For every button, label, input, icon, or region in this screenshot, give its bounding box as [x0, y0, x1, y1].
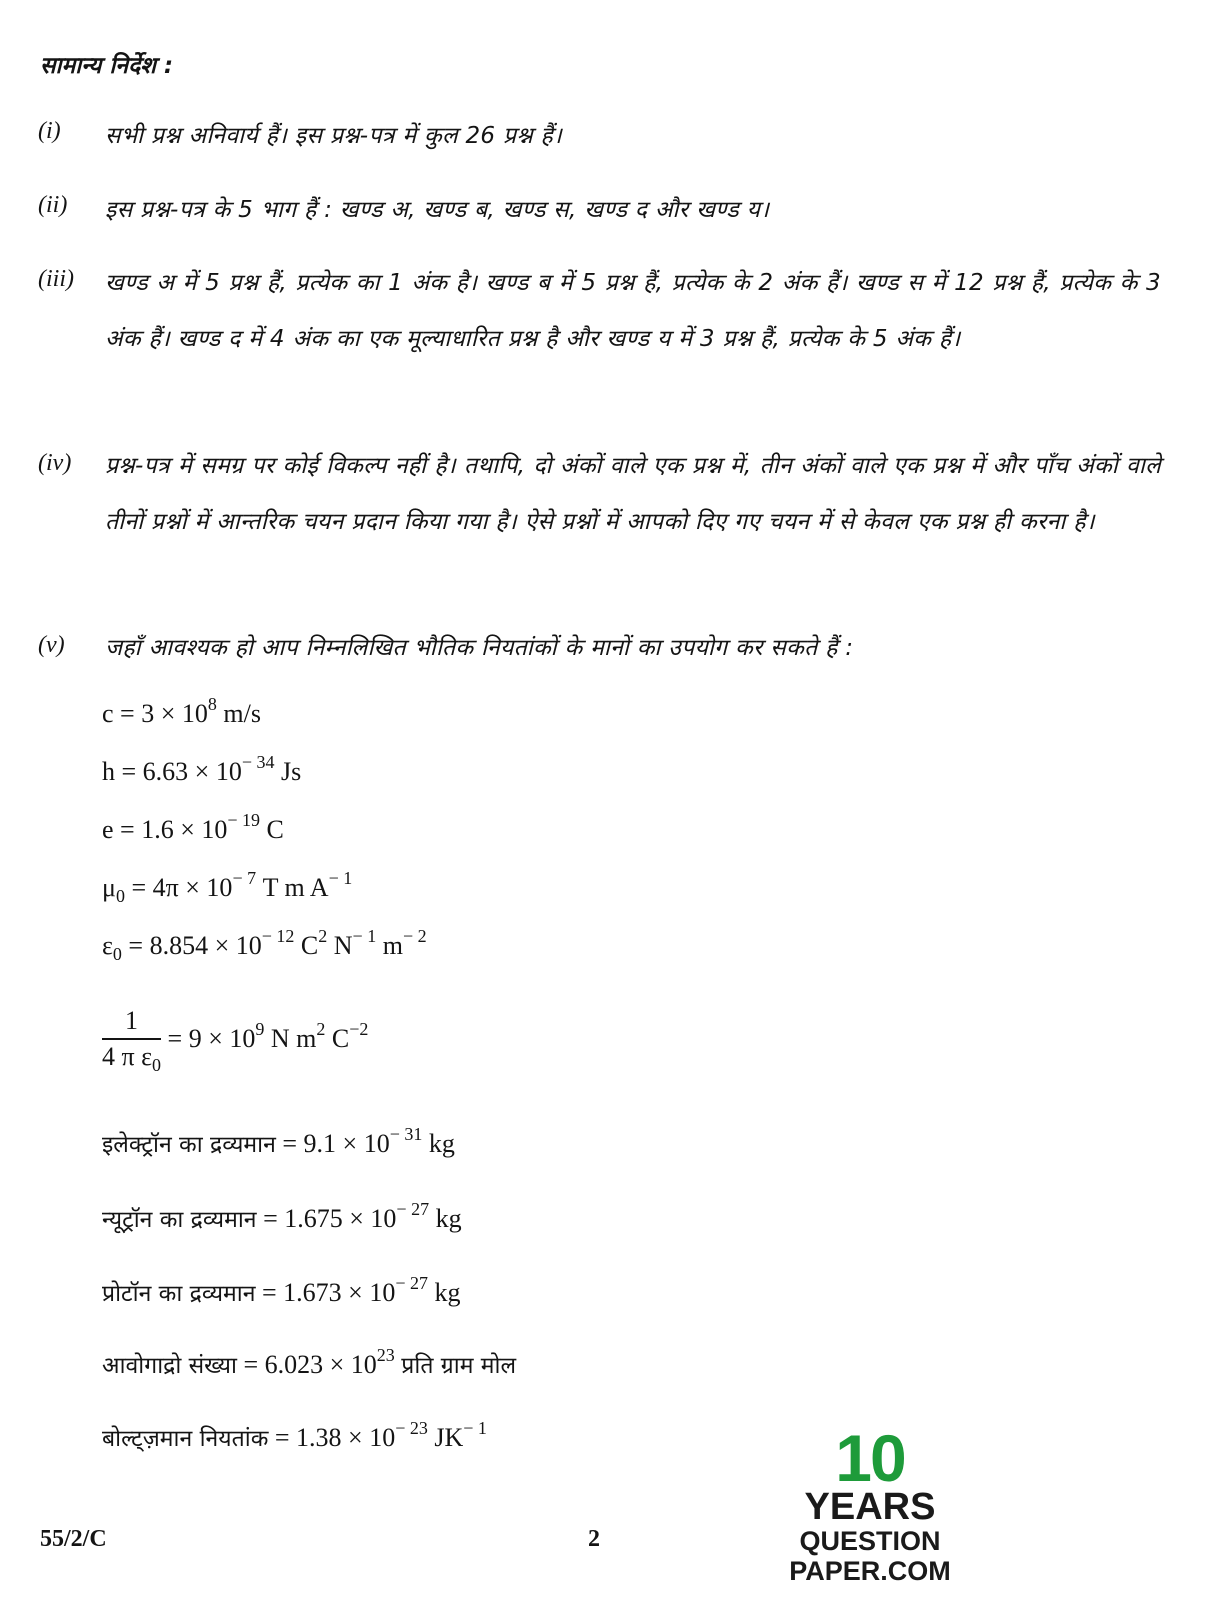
instruction-text: खण्ड अ में 5 प्रश्न हैं, प्रत्येक का 1 अंक है। खण्ड ब में 5 प्रश्न हैं, प्रत्येक के 2 अंक हैं। खण्ड स में 12 प्रश्न हैं, प्रत्येक के 3 अंक हैं। खण्ड द में 4 अंक का एक मूल्याधारित प्रश्न है और खण्ड य में 3 प्रश्न हैं, प्रत्येक के 5 अंक हैं। — [105, 270, 1161, 352]
constant-coulomb: $\frac{1}{4 \pi \varepsilon_0}$ = $9 \times 10^9$ N $m^2$ $C^{-2}$ — [102, 1006, 369, 1075]
constant-permeability: $\mu_0 = 4\pi \times 10^{- 7}$ T m $A^{- 1}$ — [102, 868, 353, 906]
instruction-marker: (i) — [38, 118, 61, 144]
constant-speed-of-light: $c = 3 \times 10^8$ m/s — [102, 694, 261, 728]
constant-boltzmann: बोल्ट्ज़मान नियतांक = $1.38 \times 10^{- 23}$ $JK^{- 1}$ — [102, 1418, 487, 1452]
constant-electron-charge: $e = 1.6 \times 10^{- 19}$ C — [102, 810, 284, 844]
instruction-marker: (ii) — [38, 192, 68, 218]
instruction-marker: (iii) — [38, 266, 74, 292]
constant-avogadro: आवोगाद्रो संख्या = $6.023 \times 10^{23}$ प्रति ग्राम मोल — [102, 1345, 517, 1379]
paper-code: 55/2/C — [40, 1526, 107, 1552]
watermark-site: QUESTION PAPER.COM — [789, 1526, 951, 1586]
instruction-marker: (v) — [38, 632, 65, 658]
instruction-text: इस प्रश्न-पत्र के 5 भाग हैं : खण्ड अ, खण्ड ब, खण्ड स, खण्ड द और खण्ड य। — [105, 197, 770, 223]
page-number: 2 — [588, 1526, 600, 1552]
instruction-text: सभी प्रश्न अनिवार्य हैं। इस प्रश्न-पत्र में कुल 26 प्रश्न हैं। — [105, 123, 563, 149]
constant-planck: $h = 6.63 \times 10^{- 34}$ Js — [102, 752, 302, 786]
constant-electron-mass: इलेक्ट्रॉन का द्रव्यमान = $9.1 \times 10^{- 31}$ kg — [102, 1124, 455, 1158]
watermark-years: YEARS — [804, 1486, 936, 1528]
constant-neutron-mass: न्यूट्रॉन का द्रव्यमान = $1.675 \times 10^{- 27}$ kg — [102, 1199, 462, 1233]
instruction-text: जहाँ आवश्यक हो आप निम्नलिखित भौतिक नियतांकों के मानों का उपयोग कर सकते हैं : — [105, 635, 854, 661]
page-heading: सामान्य निर्देश : — [40, 53, 174, 79]
instruction-marker: (iv) — [38, 450, 72, 476]
fraction: $\frac{1}{4 \pi \varepsilon_0}$ — [102, 1006, 162, 1075]
constant-proton-mass: प्रोटॉन का द्रव्यमान = $1.673 \times 10^{- 27}$ kg — [102, 1273, 461, 1307]
instruction-text: प्रश्न-पत्र में समग्र पर कोई विकल्प नहीं है। तथापि, दो अंकों वाले एक प्रश्न में, तीन अंकों वाले एक प्रश्न में और पाँच अंकों वाले तीनों प्रश्नों में आन्तरिक चयन प्रदान किया गया है। ऐसे प्रश्नों में आपको दिए गए चयन में से केवल एक प्रश्न ही करना है। — [105, 453, 1161, 535]
watermark-number: 10 — [835, 1421, 905, 1495]
watermark-logo — [720, 1421, 1020, 1586]
constant-permittivity: $\varepsilon_0 = 8.854 \times 10^{- 12}$ $C^2$ $N^{- 1}$ $m^{- 2}$ — [102, 926, 427, 964]
